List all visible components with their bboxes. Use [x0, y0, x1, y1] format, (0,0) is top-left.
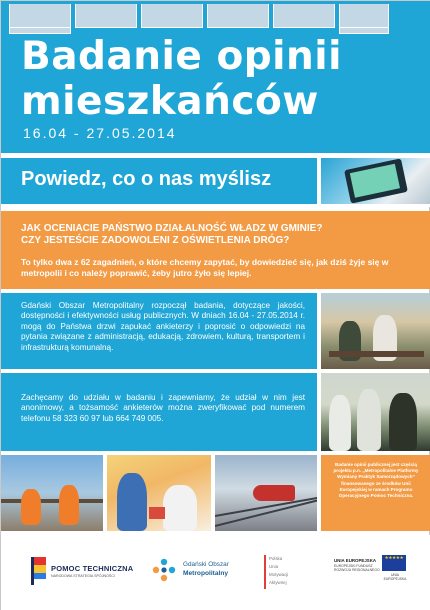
- tile: [339, 4, 389, 28]
- train: [253, 485, 295, 501]
- logo2-line1: Gdański Obszar: [183, 561, 229, 568]
- logo3-line: Unia: [269, 564, 279, 569]
- info-block-1: [1, 293, 317, 369]
- logo3-line: Aktywnej: [269, 580, 287, 585]
- tablet-image: [344, 158, 408, 203]
- question-band: [1, 211, 430, 289]
- train-photo: [215, 455, 317, 531]
- tile: [75, 4, 137, 28]
- logo4-sub: EUROPEJSKI FUNDUSZ ROZWOJU REGIONALNEGO: [334, 564, 380, 573]
- people-photo: [321, 373, 430, 451]
- eu-flag-icon: [382, 555, 406, 571]
- project-note-text: Badanie opinii publicznej jest częścią projektu p.n. „Metropolitalne Platformy Wymiany Praktyk Samorządowych” finansowanego ze środków Unii Europejskiej w ramach Programu Operacyjnego Pomoc Techniczna.: [333, 462, 419, 499]
- logo-polska-unia: [264, 555, 324, 595]
- worker-figure: [59, 485, 79, 525]
- gom-mark-icon: [151, 557, 177, 583]
- tile: [207, 4, 269, 28]
- tablet-photo: [321, 158, 430, 204]
- logo-eu: [334, 555, 424, 595]
- person-figure: [117, 473, 147, 531]
- bench: [329, 351, 424, 357]
- logo-pomoc-techniczna: [29, 555, 139, 595]
- bench-photo: [321, 293, 430, 369]
- title-line-2: mieszkańców: [21, 79, 319, 124]
- person-figure: [163, 485, 197, 531]
- slogan-band: [1, 153, 430, 207]
- title-line-1: Badanie opinii: [21, 34, 343, 79]
- footer-logos: [1, 535, 430, 610]
- worker-figure: [21, 489, 41, 525]
- flag-icon: [29, 555, 47, 585]
- project-note: [321, 455, 430, 531]
- question-2: CZY JESTEŚCIE ZADOWOLENI Z OŚWIETLENIA DRÓG?: [21, 235, 290, 246]
- tile: [141, 4, 203, 28]
- flag-caption: UNIA EUROPEJSKA: [383, 573, 407, 581]
- logo-gom: [151, 555, 231, 595]
- slogan-text: Powiedz, co o nas myślisz: [21, 168, 272, 190]
- logo1-sub: NARODOWA STRATEGIA SPÓJNOŚCI: [51, 574, 115, 578]
- beam: [1, 499, 103, 503]
- construction-photo: [1, 455, 103, 531]
- header-banner: [1, 1, 430, 153]
- tile: [9, 4, 71, 28]
- toy: [149, 507, 165, 519]
- info-text-2: Zachęcamy do udziału w badaniu i zapewniamy, że udział w nim jest anonimowy, a tożsamość ankieterów można zweryfikować pod numerem telefonu 58 323 60 97 lub 664 749 005.: [21, 393, 305, 423]
- page-title: [21, 34, 342, 124]
- tile: [273, 4, 335, 28]
- lead-text: To tylko dwa z 62 zagadnień, o które chcemy zapytać, by dowiedzieć się, jak dziś żyje się w metropolii i co należy poprawić, żeby jutro żyło się lepiej.: [21, 257, 389, 278]
- person-figure: [389, 393, 417, 451]
- children-photo: [107, 455, 211, 531]
- questions: [21, 223, 421, 247]
- flag-stars: ★★★★★: [384, 555, 404, 560]
- logo3-line: Polska: [269, 556, 283, 561]
- red-bar: [264, 555, 266, 589]
- person-figure: [357, 389, 381, 451]
- info-text-1: Gdański Obszar Metropolitalny rozpoczął badania, dotyczące jakości, dostępności i efektywności usług publicznych. W dniach 16.04 - 27.05.2014 r. mogą do Państwa drzwi zapukać ankieterzy i poprosić o odpowiedzi na pytania związane z administracją, edukacją, zdrowiem, kulturą, transportem i infrastrukturą komunalną.: [21, 301, 305, 352]
- logo1-name: POMOC TECHNICZNA: [51, 564, 134, 573]
- question-1: JAK OCENIACIE PAŃSTWO DZIAŁALNOŚĆ WŁADZ W GMINIE?: [21, 223, 323, 234]
- tile: [339, 28, 389, 34]
- logo3-line: Motywacji: [269, 572, 289, 577]
- logo4-title: UNIA EUROPEJSKA: [334, 558, 377, 563]
- info-block-2: [1, 373, 317, 451]
- person-figure: [329, 395, 351, 451]
- logo2-line2: Metropolitalny: [183, 570, 229, 577]
- slogan-box: [1, 158, 317, 204]
- date-range: 16.04 - 27.05.2014: [23, 125, 177, 141]
